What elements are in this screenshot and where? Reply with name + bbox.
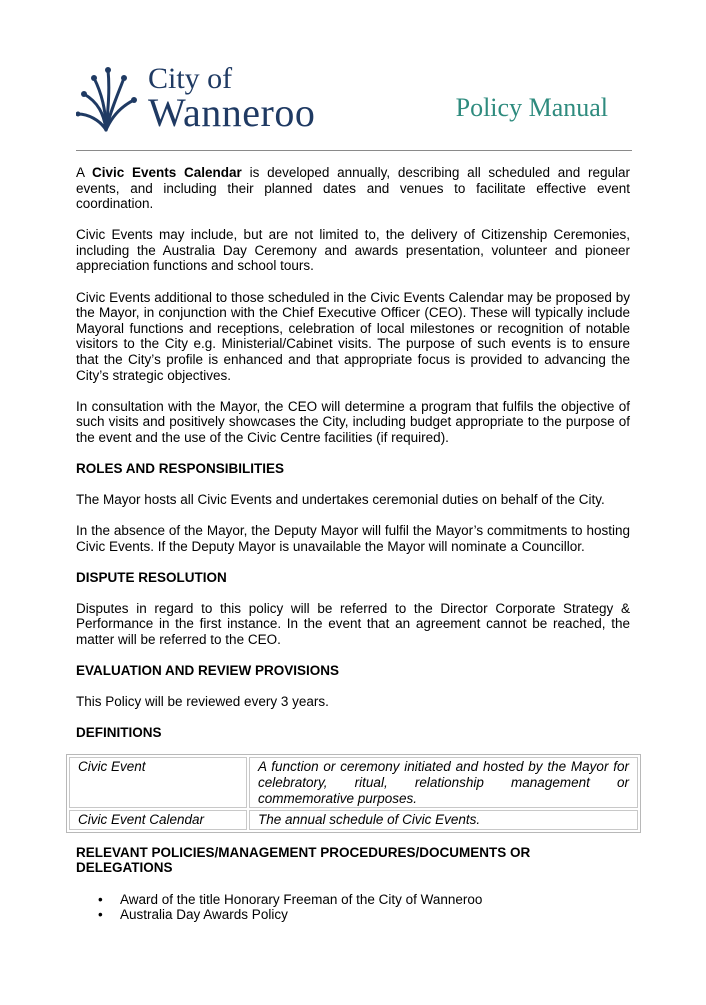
bullet-icon: •	[98, 891, 103, 907]
civic-events-calendar-term: Civic Events Calendar	[92, 165, 242, 180]
manual-title: Policy Manual	[455, 93, 608, 122]
kangaroo-paw-icon	[76, 64, 142, 132]
table-row	[69, 810, 638, 830]
intro-p1-rest: is developed annually, describing all scheduled and regular events, and including their planned dates and venues to facilitate effective event coordination.	[76, 165, 631, 212]
table-row	[69, 757, 638, 808]
document-body	[76, 165, 630, 923]
city-of-wanneroo-logo	[76, 62, 326, 134]
definitions-table	[66, 754, 641, 832]
intro-p1-prefix: A	[76, 165, 93, 180]
intro-paragraph-3: Civic Events additional to those scheduled in the Civic Events Calendar may be proposed by the Mayor, in conjunction with the Chief Executive Officer (CEO). These will typically include Mayoral functions and receptions, celebration of local milestones or recognition of notable visitors to the City e.g. Ministerial/Cabinet visits. The purpose of such events is to ensure that the City’s profile is enhanced and that appropriate focus is provided to advancing the City’s strategic objectives.	[76, 289, 630, 383]
roles-heading: ROLES AND RESPONSIBILITIES	[76, 460, 285, 476]
intro-paragraph-2: Civic Events may include, but are not limited to, the delivery of Citizenship Ceremonies, including the Australia Day Ceremony and awards presentation, volunteer and pioneer appreciation functions and school tours.	[76, 227, 630, 274]
dispute-heading: DISPUTE RESOLUTION	[76, 569, 227, 585]
page-header	[76, 62, 632, 152]
list-item	[98, 891, 630, 908]
definitions-heading: DEFINITIONS	[76, 725, 162, 741]
roles-paragraph-1: The Mayor hosts all Civic Events and undertakes ceremonial duties on behalf of the City.	[76, 492, 605, 507]
header-divider	[76, 150, 632, 151]
logo-text-city-of: City of	[148, 62, 233, 95]
intro-paragraph-1	[76, 165, 630, 212]
dispute-paragraph: Disputes in regard to this policy will be referred to the Director Corporate Strategy & Performance in the first instance. In the event that an agreement cannot be reached, the matter will be referred to the CEO.	[76, 600, 630, 648]
roles-paragraph-2: In the absence of the Mayor, the Deputy Mayor will fulfil the Mayor’s commitments to hosting Civic Events. If the Deputy Mayor is unavailable the Mayor will nominate a Councillor.	[76, 523, 630, 554]
definition-term: Civic Event Calendar	[69, 810, 247, 830]
relevant-policies-list	[76, 892, 630, 924]
intro-paragraph-4: In consultation with the Mayor, the CEO will determine a program that fulfils the objective of such visits and positively showcases the City, including budget appropriate to the purpose of the event and the use of the Civic Centre facilities (if required).	[76, 398, 630, 445]
definition-term: Civic Event	[69, 757, 247, 808]
evaluation-paragraph: This Policy will be reviewed every 3 years.	[76, 694, 329, 710]
definition-text: A function or ceremony initiated and hosted by the Mayor for celebratory, ritual, relationship management or commemorative purposes.	[249, 757, 638, 808]
relevant-policies-heading: RELEVANT POLICIES/MANAGEMENT PROCEDURES/DOCUMENTS OR DELEGATIONS	[76, 844, 531, 876]
logo-text-wanneroo: Wanneroo	[148, 90, 316, 135]
list-item	[98, 907, 630, 923]
bullet-icon: •	[98, 907, 103, 923]
list-item-text: Award of the title Honorary Freeman of the City of Wanneroo	[120, 891, 483, 907]
list-item-text: Australia Day Awards Policy	[120, 907, 288, 923]
definition-text: The annual schedule of Civic Events.	[249, 810, 638, 830]
evaluation-heading: EVALUATION AND REVIEW PROVISIONS	[76, 663, 340, 679]
